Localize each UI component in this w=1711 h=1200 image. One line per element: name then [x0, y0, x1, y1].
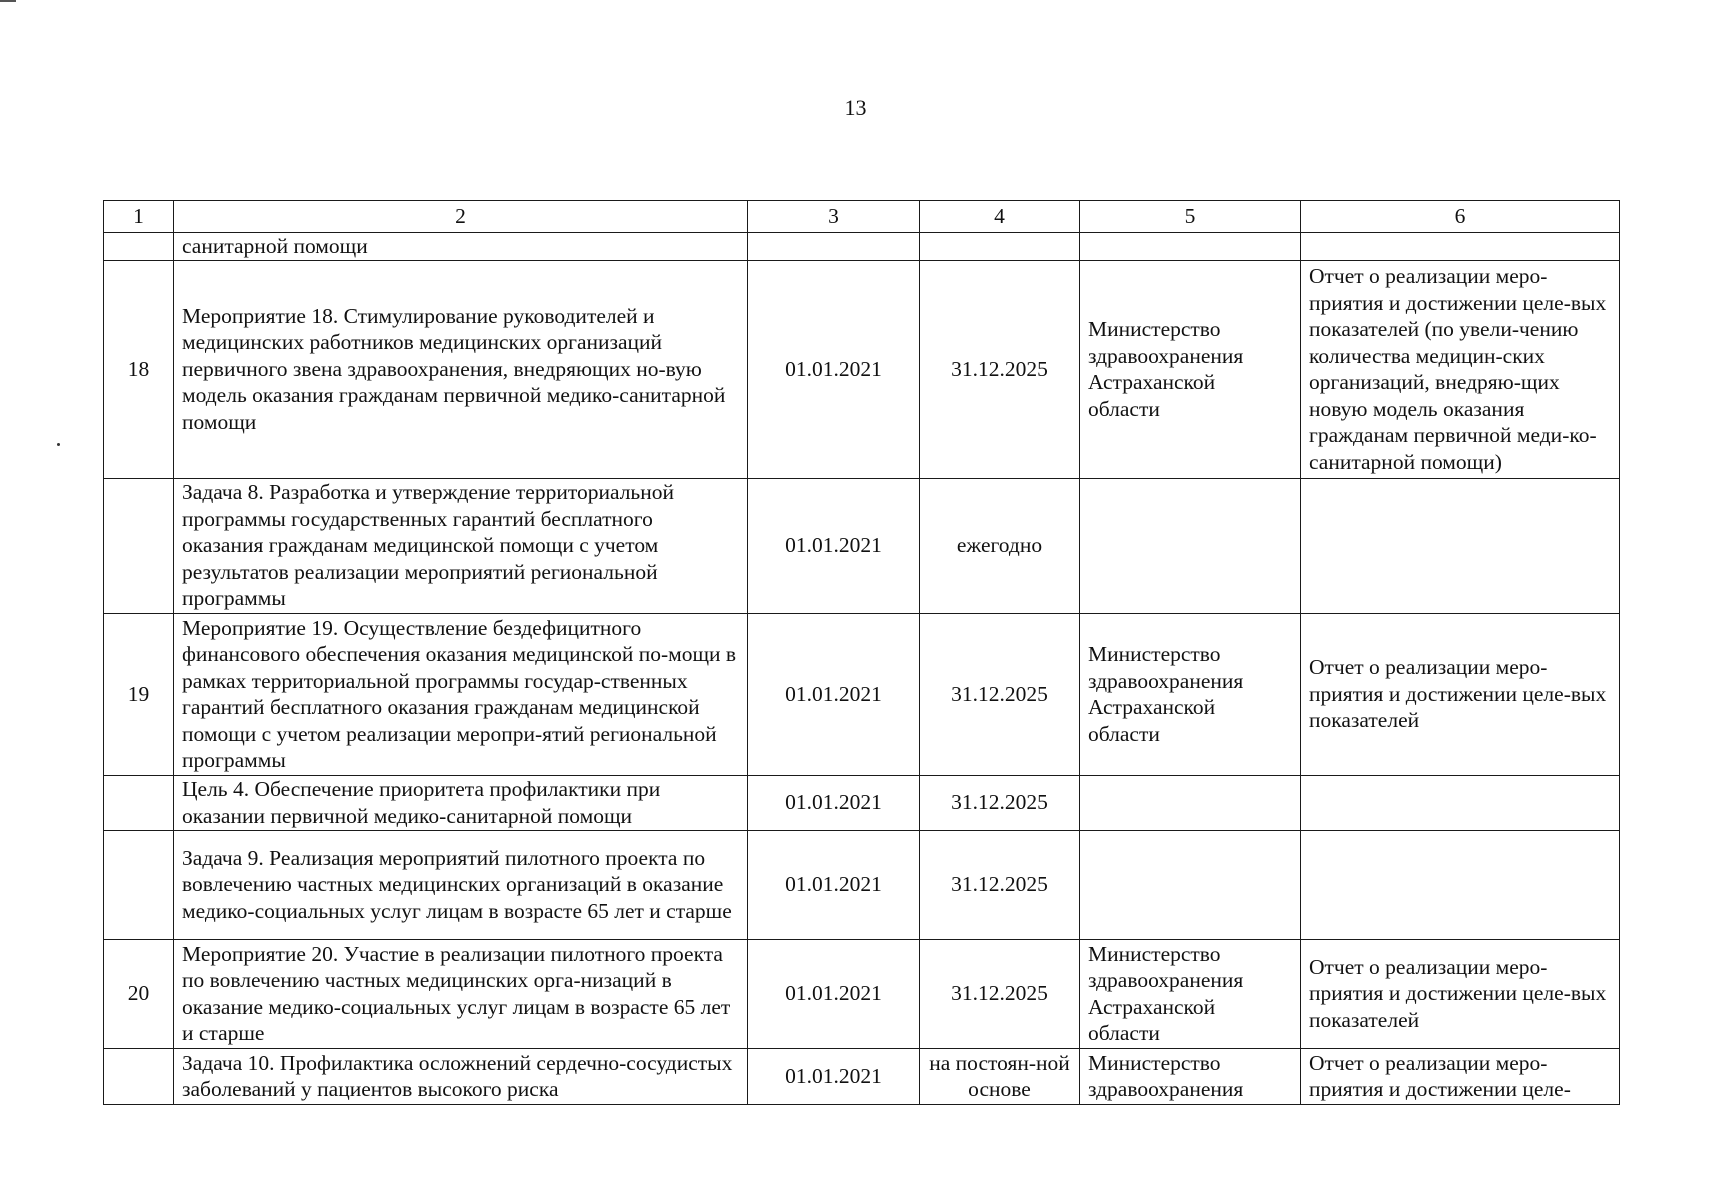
end-date: 31.12.2025 [920, 613, 1080, 775]
result: Отчет о реализации меро-приятия и достижении целе-вых показателей [1301, 613, 1620, 775]
end-date: 31.12.2025 [920, 260, 1080, 478]
row-number: 18 [104, 260, 174, 478]
activity-description: Задача 9. Реализация мероприятий пилотного проекта по вовлечению частных медицинских организаций в оказание медико-социальных услуг лицам в возрасте 65 лет и старше [174, 830, 748, 939]
row-number [104, 1048, 174, 1104]
result [1301, 775, 1620, 830]
result [1301, 478, 1620, 613]
row-number [104, 830, 174, 939]
activity-description: Мероприятие 18. Стимулирование руководителей и медицинских работников медицинских организаций первичного звена здравоохранения, внедряющих но-вую модель оказания гражданам первичной медико-санитарной помощи [174, 260, 748, 478]
row-number: 19 [104, 613, 174, 775]
table-row [104, 478, 1620, 613]
activity-description: Цель 4. Обеспечение приоритета профилактики при оказании первичной медико-санитарной помощи [174, 775, 748, 830]
start-date: 01.01.2021 [748, 613, 920, 775]
responsible: Министерство здравоохранения [1080, 1048, 1301, 1104]
start-date: 01.01.2021 [748, 775, 920, 830]
start-date: 01.01.2021 [748, 478, 920, 613]
plan-table [103, 200, 1620, 1105]
col-header-6: 6 [1301, 201, 1620, 233]
scan-artifact-dot [57, 443, 60, 446]
responsible [1080, 775, 1301, 830]
page-number: 13 [844, 95, 867, 120]
responsible [1080, 830, 1301, 939]
activity-description: Мероприятие 20. Участие в реализации пилотного проекта по вовлечению частных медицинских орга-низаций в оказание медико-социальных услуг лицам в возрасте 65 лет и старше [174, 939, 748, 1048]
table-row [104, 260, 1620, 478]
table-row [104, 613, 1620, 775]
col-header-5: 5 [1080, 201, 1301, 233]
col-header-4: 4 [920, 201, 1080, 233]
end-date: на постоян-ной основе [920, 1048, 1080, 1104]
activity-description: санитарной помощи [174, 233, 748, 261]
row-number: 20 [104, 939, 174, 1048]
start-date: 01.01.2021 [748, 260, 920, 478]
responsible [1080, 233, 1301, 261]
responsible: Министерство здравоохранения Астраханской области [1080, 613, 1301, 775]
start-date [748, 233, 920, 261]
table-row [104, 1048, 1620, 1104]
row-number [104, 478, 174, 613]
table-row [104, 233, 1620, 261]
header-row [104, 201, 1620, 233]
start-date: 01.01.2021 [748, 830, 920, 939]
activity-description: Задача 8. Разработка и утверждение территориальной программы государственных гарантий бесплатного оказания гражданам медицинской помощи с учетом результатов реализации мероприятий региональной программы [174, 478, 748, 613]
result [1301, 830, 1620, 939]
end-date: ежегодно [920, 478, 1080, 613]
table-row [104, 830, 1620, 939]
col-header-2: 2 [174, 201, 748, 233]
scan-artifact [0, 0, 16, 2]
result [1301, 233, 1620, 261]
result: Отчет о реализации меро-приятия и достижении целе- [1301, 1048, 1620, 1104]
end-date: 31.12.2025 [920, 939, 1080, 1048]
end-date: 31.12.2025 [920, 775, 1080, 830]
start-date: 01.01.2021 [748, 1048, 920, 1104]
col-header-3: 3 [748, 201, 920, 233]
row-number [104, 233, 174, 261]
row-number [104, 775, 174, 830]
responsible: Министерство здравоохранения Астраханской области [1080, 939, 1301, 1048]
responsible [1080, 478, 1301, 613]
activity-description: Задача 10. Профилактика осложнений сердечно-сосудистых заболеваний у пациентов высокого риска [174, 1048, 748, 1104]
start-date: 01.01.2021 [748, 939, 920, 1048]
activity-description: Мероприятие 19. Осуществление бездефицитного финансового обеспечения оказания медицинской по-мощи в рамках территориальной программы государ-ственных гарантий бесплатного оказания гражданам медицинской помощи с учетом реализации меропри-ятий региональной программы [174, 613, 748, 775]
responsible: Министерство здравоохранения Астраханской области [1080, 260, 1301, 478]
result: Отчет о реализации меро-приятия и достижении целе-вых показателей [1301, 939, 1620, 1048]
table-row [104, 939, 1620, 1048]
end-date [920, 233, 1080, 261]
result: Отчет о реализации меро-приятия и достижении целе-вых показателей (по увели-чению количества медицин-ских организаций, внедряю-щих новую модель оказания гражданам первичной меди-ко-санитарной помощи) [1301, 260, 1620, 478]
end-date: 31.12.2025 [920, 830, 1080, 939]
col-header-1: 1 [104, 201, 174, 233]
table-row [104, 775, 1620, 830]
